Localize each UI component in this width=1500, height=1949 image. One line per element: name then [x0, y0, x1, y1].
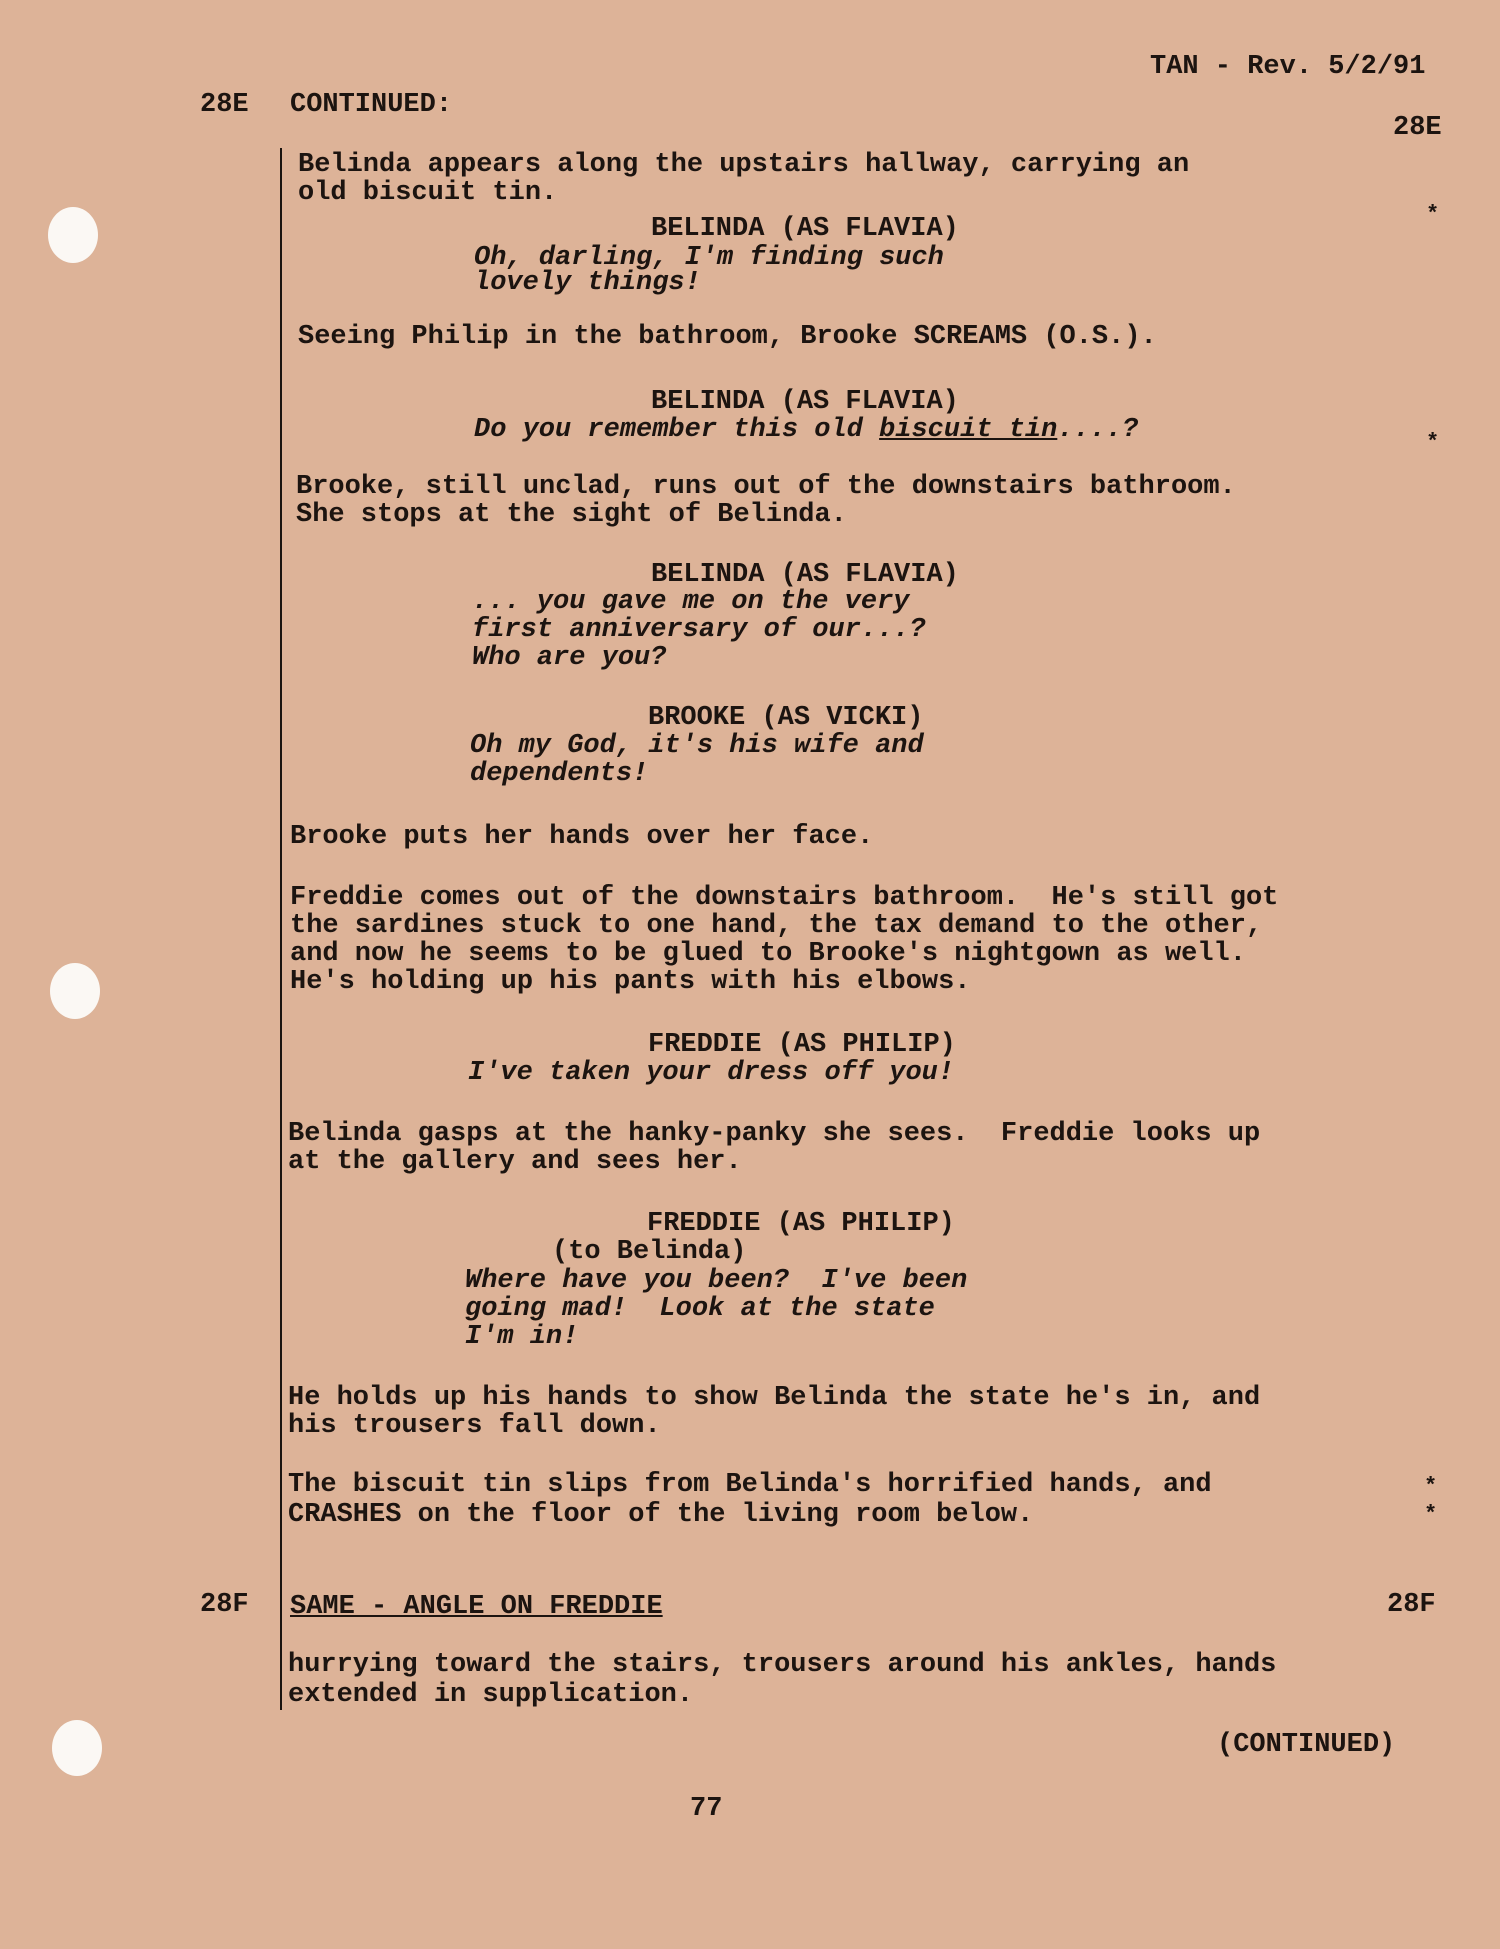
continued-heading: CONTINUED:	[290, 90, 453, 120]
action-line: and now he seems to be glued to Brooke's nightgown as well.	[290, 939, 1246, 969]
page-number: 77	[690, 1794, 723, 1824]
character-cue: BELINDA (AS FLAVIA)	[651, 214, 959, 244]
action-line: He holds up his hands to show Belinda the state he's in, and	[288, 1383, 1261, 1413]
revision-note: TAN - Rev. 5/2/91	[1150, 52, 1426, 82]
action-line: at the gallery and sees her.	[288, 1147, 742, 1177]
dialogue-line: I've taken your dress off you!	[468, 1058, 955, 1088]
character-cue: BROOKE (AS VICKI)	[648, 703, 924, 733]
dialogue-line: ... you gave me on the very	[472, 587, 910, 617]
scene-number-left: 28F	[200, 1590, 249, 1620]
binder-hole-bottom	[52, 1720, 102, 1776]
action-line: old biscuit tin.	[298, 178, 558, 208]
dialogue-line: I'm in!	[465, 1322, 579, 1352]
action-line: The biscuit tin slips from Belinda's horrified hands, and	[288, 1470, 1212, 1500]
binder-hole-top	[48, 207, 98, 263]
dialogue-line: Oh my God, it's his wife and	[470, 731, 924, 761]
revision-asterisk: *	[1424, 1474, 1438, 1499]
dialogue-line: dependents!	[470, 759, 649, 789]
dialogue-line: first anniversary of our...?	[472, 615, 926, 645]
action-line: his trousers fall down.	[288, 1411, 661, 1441]
action-line: He's holding up his pants with his elbows.	[290, 967, 971, 997]
dialogue-line: lovely things!	[474, 268, 701, 298]
action-line: Belinda gasps at the hanky-panky she sees. Freddie looks up	[288, 1119, 1261, 1149]
revision-asterisk: *	[1426, 202, 1440, 227]
action-line: Seeing Philip in the bathroom, Brooke SCREAMS (O.S.).	[298, 322, 1157, 352]
action-line: She stops at the sight of Belinda.	[296, 500, 847, 530]
scene-number-right: 28F	[1387, 1590, 1436, 1620]
scene-number-right: 28E	[1393, 113, 1442, 143]
scene-number-left: 28E	[200, 90, 249, 120]
dialogue-line: going mad! Look at the state	[465, 1294, 935, 1324]
revision-bar	[280, 148, 282, 1710]
binder-hole-middle	[50, 963, 100, 1019]
action-line: Brooke puts her hands over her face.	[290, 822, 874, 852]
underlined-phrase: biscuit tin	[879, 415, 1058, 445]
action-line: Brooke, still unclad, runs out of the downstairs bathroom.	[296, 472, 1236, 502]
dialogue-line: Who are you?	[472, 643, 667, 673]
action-line: Freddie comes out of the downstairs bathroom. He's still got	[290, 883, 1279, 913]
character-cue: BELINDA (AS FLAVIA)	[651, 560, 959, 590]
scene-heading: SAME - ANGLE ON FREDDIE	[290, 1592, 663, 1622]
revision-asterisk: *	[1426, 430, 1440, 455]
continued-footer: (CONTINUED)	[1217, 1730, 1396, 1760]
action-line: Belinda appears along the upstairs hallway, carrying an	[298, 150, 1190, 180]
character-cue: BELINDA (AS FLAVIA)	[651, 387, 959, 417]
character-cue: FREDDIE (AS PHILIP)	[648, 1030, 956, 1060]
action-line: the sardines stuck to one hand, the tax demand to the other,	[290, 911, 1263, 941]
action-line: hurrying toward the stairs, trousers around his ankles, hands	[288, 1650, 1277, 1680]
dialogue-line: Where have you been? I've been	[465, 1266, 968, 1296]
revision-asterisk: *	[1424, 1502, 1438, 1527]
action-line: extended in supplication.	[288, 1680, 694, 1710]
dialogue-line: Oh, darling, I'm finding such	[474, 243, 944, 273]
parenthetical: (to Belinda)	[552, 1237, 747, 1267]
action-line: CRASHES on the floor of the living room below.	[288, 1500, 1034, 1530]
character-cue: FREDDIE (AS PHILIP)	[647, 1209, 955, 1239]
dialogue-line: Do you remember this old biscuit tin....?	[474, 415, 1139, 445]
